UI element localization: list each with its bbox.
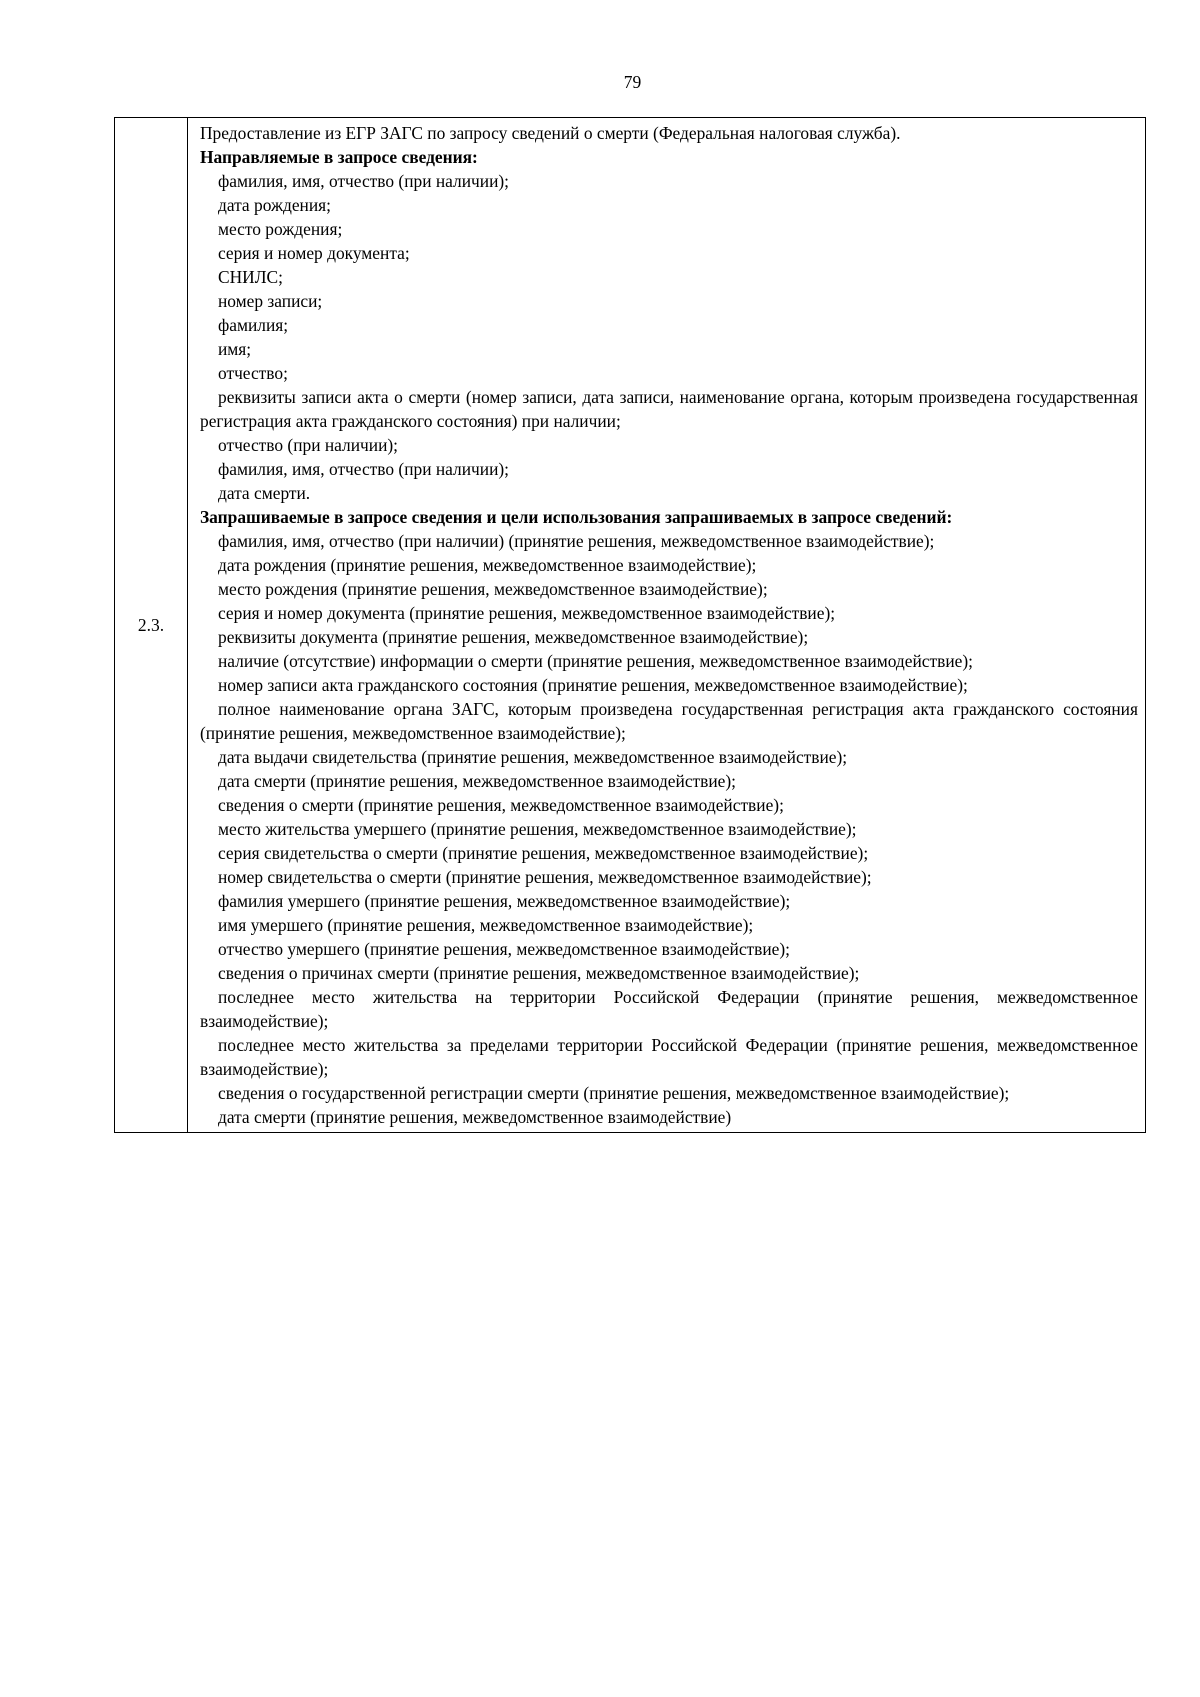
sent-list	[200, 169, 1138, 505]
page-number: 79	[623, 72, 642, 92]
list-item: имя умершего (принятие решения, межведомственное взаимодействие);	[218, 915, 754, 935]
service-title: Предоставление из ЕГР ЗАГС по запросу сведений о смерти (Федеральная налоговая служба).	[200, 123, 901, 143]
row-content	[188, 118, 1146, 1133]
list-item: фамилия, имя, отчество (при наличии) (принятие решения, межведомственное взаимодействие);	[218, 531, 935, 551]
list-item: последнее место жительства за пределами территории Российской Федерации (принятие решения, межведомственное взаимодействие);	[200, 1035, 1138, 1079]
list-item: серия и номер документа (принятие решения, межведомственное взаимодействие);	[218, 603, 836, 623]
list-item: отчество;	[218, 363, 288, 383]
list-item: сведения о государственной регистрации смерти (принятие решения, межведомственное взаимодействие);	[218, 1083, 1010, 1103]
requested-list	[200, 529, 1138, 1129]
list-item: отчество (при наличии);	[218, 435, 399, 455]
list-item: имя;	[218, 339, 252, 359]
list-item: номер записи акта гражданского состояния (принятие решения, межведомственное взаимодействие);	[218, 675, 968, 695]
list-item: место рождения;	[218, 219, 343, 239]
list-item: фамилия умершего (принятие решения, межведомственное взаимодействие);	[218, 891, 791, 911]
list-item: наличие (отсутствие) информации о смерти (принятие решения, межведомственное взаимодействие);	[218, 651, 973, 671]
list-item: серия и номер документа;	[218, 243, 410, 263]
list-item: последнее место жительства на территории Российской Федерации (принятие решения, межведомственное взаимодействие);	[200, 987, 1138, 1031]
list-item: дата смерти.	[218, 483, 311, 503]
list-item: реквизиты документа (принятие решения, межведомственное взаимодействие);	[218, 627, 809, 647]
list-item: отчество умершего (принятие решения, межведомственное взаимодействие);	[218, 939, 791, 959]
list-item: СНИЛС;	[218, 267, 283, 287]
list-item: дата рождения (принятие решения, межведомственное взаимодействие);	[218, 555, 757, 575]
list-item: сведения о причинах смерти (принятие решения, межведомственное взаимодействие);	[218, 963, 860, 983]
list-item: сведения о смерти (принятие решения, межведомственное взаимодействие);	[218, 795, 784, 815]
sent-heading: Направляемые в запросе сведения:	[200, 147, 478, 167]
list-item: фамилия, имя, отчество (при наличии);	[218, 171, 509, 191]
services-table	[114, 117, 1146, 1133]
requested-heading: Запрашиваемые в запросе сведения и цели использования запрашиваемых в запросе сведений:	[200, 507, 953, 527]
list-item: реквизиты записи акта о смерти (номер записи, дата записи, наименование органа, которым произведена государственная регистрация акта гражданского состояния) при наличии;	[200, 387, 1138, 431]
list-item: дата рождения;	[218, 195, 331, 215]
table-row	[115, 118, 1146, 1133]
row-number: 2.3.	[115, 118, 188, 1133]
list-item: место рождения (принятие решения, межведомственное взаимодействие);	[218, 579, 768, 599]
list-item: серия свидетельства о смерти (принятие решения, межведомственное взаимодействие);	[218, 843, 869, 863]
list-item: дата выдачи свидетельства (принятие решения, межведомственное взаимодействие);	[218, 747, 848, 767]
list-item: номер свидетельства о смерти (принятие решения, межведомственное взаимодействие);	[218, 867, 872, 887]
list-item: фамилия;	[218, 315, 289, 335]
list-item: номер записи;	[218, 291, 323, 311]
list-item: место жительства умершего (принятие решения, межведомственное взаимодействие);	[218, 819, 857, 839]
list-item: фамилия, имя, отчество (при наличии);	[218, 459, 509, 479]
list-item: полное наименование органа ЗАГС, которым произведена государственная регистрация акта гражданского состояния (принятие решения, межведомственное взаимодействие);	[200, 699, 1138, 743]
list-item: дата смерти (принятие решения, межведомственное взаимодействие)	[218, 1107, 732, 1127]
list-item: дата смерти (принятие решения, межведомственное взаимодействие);	[218, 771, 737, 791]
